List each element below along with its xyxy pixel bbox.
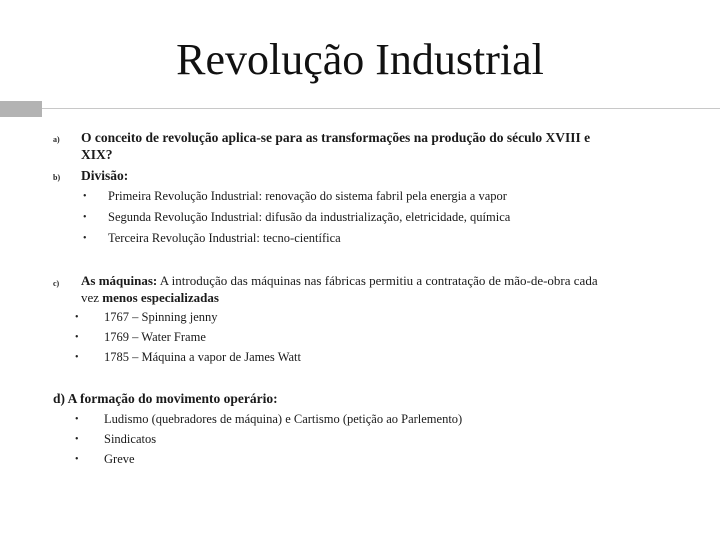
bullet-icon: •: [75, 312, 79, 323]
item-d-label: d) A formação do movimento operário:: [53, 391, 278, 406]
item-d-heading: [53, 391, 278, 407]
item-a-line2: XIX?: [81, 147, 113, 162]
item-c-line2: [81, 290, 219, 306]
item-c-line1: [81, 273, 598, 289]
item-b-marker: b): [53, 173, 61, 182]
item-a-question-cont: [81, 147, 113, 163]
item-b-bullet-3: Terceira Revolução Industrial: tecno-científica: [108, 231, 341, 245]
item-b-bullet-2: Segunda Revolução Industrial: difusão da industrialização, eletricidade, química: [108, 210, 511, 224]
item-d-bullet-2: Sindicatos: [104, 432, 157, 446]
bullet-icon: •: [83, 212, 87, 223]
item-c-label: As máquinas:: [81, 273, 158, 288]
item-d-bullet-1: Ludismo (quebradores de máquina) e Cartismo (petição ao Parlemento): [104, 412, 463, 426]
divider-line: [42, 108, 720, 109]
bullet-icon: •: [75, 454, 79, 465]
bullet-icon: •: [75, 414, 79, 425]
item-c-marker: c): [53, 279, 60, 288]
item-a-marker: a): [53, 135, 60, 144]
bullet-icon: •: [75, 332, 79, 343]
divider-accent: [0, 101, 42, 117]
bullet-icon: •: [83, 191, 87, 202]
slide-title: Revolução Industrial: [176, 35, 544, 84]
item-b-label: Divisão:: [81, 168, 129, 183]
item-d-bullet-3: Greve: [104, 452, 135, 466]
item-a-question: [81, 130, 590, 146]
item-c-emphasis: menos especializadas: [102, 290, 219, 305]
item-c-bullet-3: 1785 – Máquina a vapor de James Watt: [104, 350, 301, 364]
item-a-line1: O conceito de revolução aplica-se para as transformações na produção do século XVIII e: [81, 130, 591, 145]
item-c-bullet-1: 1767 – Spinning jenny: [104, 310, 218, 324]
item-b-heading: [81, 168, 128, 184]
item-c-bullet-2: 1769 – Water Frame: [104, 330, 206, 344]
item-b-bullet-1: Primeira Revolução Industrial: renovação do sistema fabril pela energia a vapor: [108, 189, 507, 203]
bullet-icon: •: [75, 352, 79, 363]
item-c-text2: vez: [81, 290, 103, 305]
title-divider: [0, 101, 720, 117]
bullet-icon: •: [83, 233, 87, 244]
bullet-icon: •: [75, 434, 79, 445]
item-c-text1: A introdução das máquinas nas fábricas permitiu a contratação de mão-de-obra cada: [157, 273, 598, 288]
